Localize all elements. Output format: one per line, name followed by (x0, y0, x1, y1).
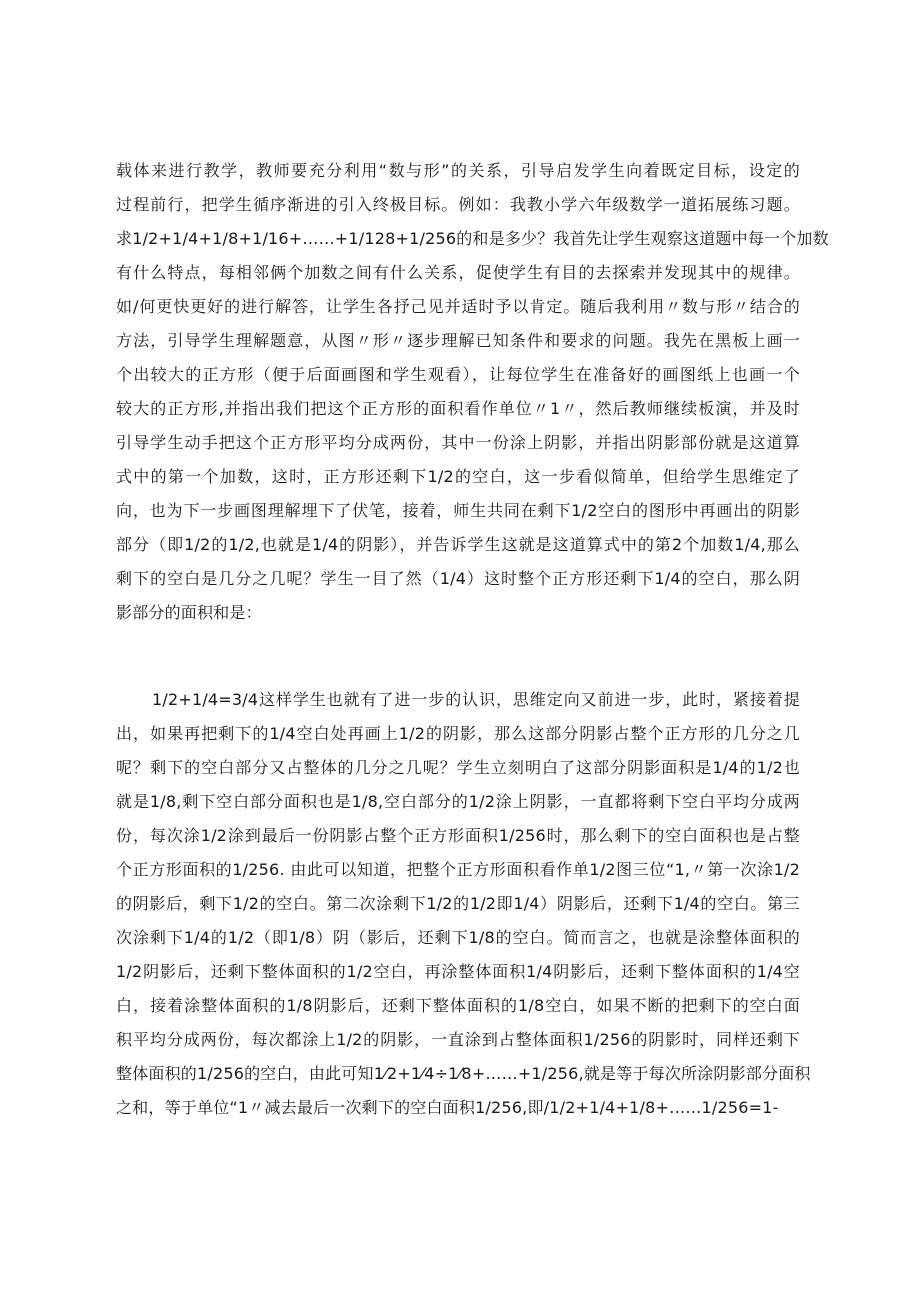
text-line: 影部分的面积和是： (116, 603, 262, 622)
text-line: 就是1/8,剩下空白部分面积也是1/8,空白部分的1/2涂上阴影，一直都将剩下空白平均分成两 (116, 792, 800, 811)
paragraph-1 (116, 154, 829, 630)
text-line: 有什么特点，每相邻俩个加数之间有什么关系，促使学生有目的去探索并发现其中的规律。 (116, 263, 800, 282)
text-line: 求1/2+1/4+1/8+1/16+……+1/128+1/256的和是多少？我首先让学生观察这道题中每一个加数 (116, 229, 829, 248)
text-line: 1/2阴影后，还剩下整体面积的1/2空白，再涂整体面积1/4阴影后，还剩下整体面积的1/4空 (116, 962, 800, 981)
text-line: 1/2+1/4=3/4这样学生也就有了进一步的认识，思维定向又前进一步，此时，紧接着提 (152, 690, 800, 709)
text-line: 个出较大的正方形（便于后面画图和学生观看），让每位学生在准备好的画图纸上也画一个 (116, 365, 800, 384)
text-line: 整体面积的1/256的空白，由此可知1⁄2+1⁄4÷1⁄8+……+1/256,就是等于每次所涂阴影部分面积 (116, 1064, 811, 1083)
text-line: 呢？剩下的空白部分又占整体的几分之几呢？学生立刻明白了这部分阴影面积是1/4的1/2也 (116, 758, 800, 777)
text-line: 部分（即1/2的1/2,也就是1/4的阴影），并告诉学生这就是这道算式中的第2个加数1/4,那么 (116, 535, 800, 554)
text-line: 向，也为下一步画图理解埋下了伏笔，接着，师生共同在剩下1/2空白的图形中再画出的阴影 (116, 501, 800, 520)
text-line: 引导学生动手把这个正方形平均分成两份，其中一份涂上阴影，并指出阴影部份就是这道算 (116, 433, 800, 452)
text-line: 出，如果再把剩下的1/4空白处再画上1/2的阴影，那么这部分阴影占整个正方形的几分之几 (116, 724, 800, 743)
text-line: 个正方形面积的1/256. 由此可以知道，把整个正方形面积看作单1/2图三位“1,〃第一次涂1/2 (116, 860, 800, 879)
text-line: 积平均分成两份，每次都涂上1/2的阴影，一直涂到占整体面积1/256的阴影时，同样还剩下 (116, 1030, 800, 1049)
text-line: 方法，引导学生理解题意，从图〃形〃逐步理解已知条件和要求的问题。我先在黑板上画一 (116, 331, 800, 350)
text-line: 之和，等于单位“1〃减去最后一次剩下的空白面积1/256,即/1/2+1/4+1/8+……1/256=1- (116, 1098, 779, 1117)
text-line: 如/何更快更好的进行解答，让学生各抒己见并适时予以肯定。随后我利用〃数与形〃结合的 (116, 297, 800, 316)
text-line: 白，接着涂整体面积的1/8阴影后，还剩下整体面积的1/8空白，如果不断的把剩下的空白面 (116, 996, 800, 1015)
text-line: 剩下的空白是几分之几呢？学生一目了然（1/4）这时整个正方形还剩下1/4的空白，那么阴 (116, 569, 800, 588)
text-line: 式中的第一个加数，这时，正方形还剩下1/2的空白，这一步看似简单，但给学生思维定了 (116, 467, 800, 486)
text-line: 次涂剩下1/4的1/2（即1/8）阴（影后，还剩下1/8的空白。简而言之，也就是涂整体面积的 (116, 928, 800, 947)
paragraph-2 (116, 683, 811, 1125)
text-line: 份，每次涂1/2涂到最后一份阴影占整个正方形面积1/256时，那么剩下的空白面积也是占整 (116, 826, 800, 845)
text-line: 载体来进行教学，教师要充分利用“数与形”的关系，引导启发学生向着既定目标，设定的 (116, 161, 800, 180)
text-line: 较大的正方形,并指出我们把这个正方形的面积看作单位〃1〃，然后教师继续板演，并及时 (116, 399, 800, 418)
text-line: 过程前行，把学生循序渐进的引入终极目标。例如：我教小学六年级数学一道拓展练习题。 (116, 195, 800, 214)
text-line: 的阴影后，剩下1/2的空白。第二次涂剩下1/2的1/2即1/4）阴影后，还剩下1/4的空白。第三 (116, 894, 800, 913)
